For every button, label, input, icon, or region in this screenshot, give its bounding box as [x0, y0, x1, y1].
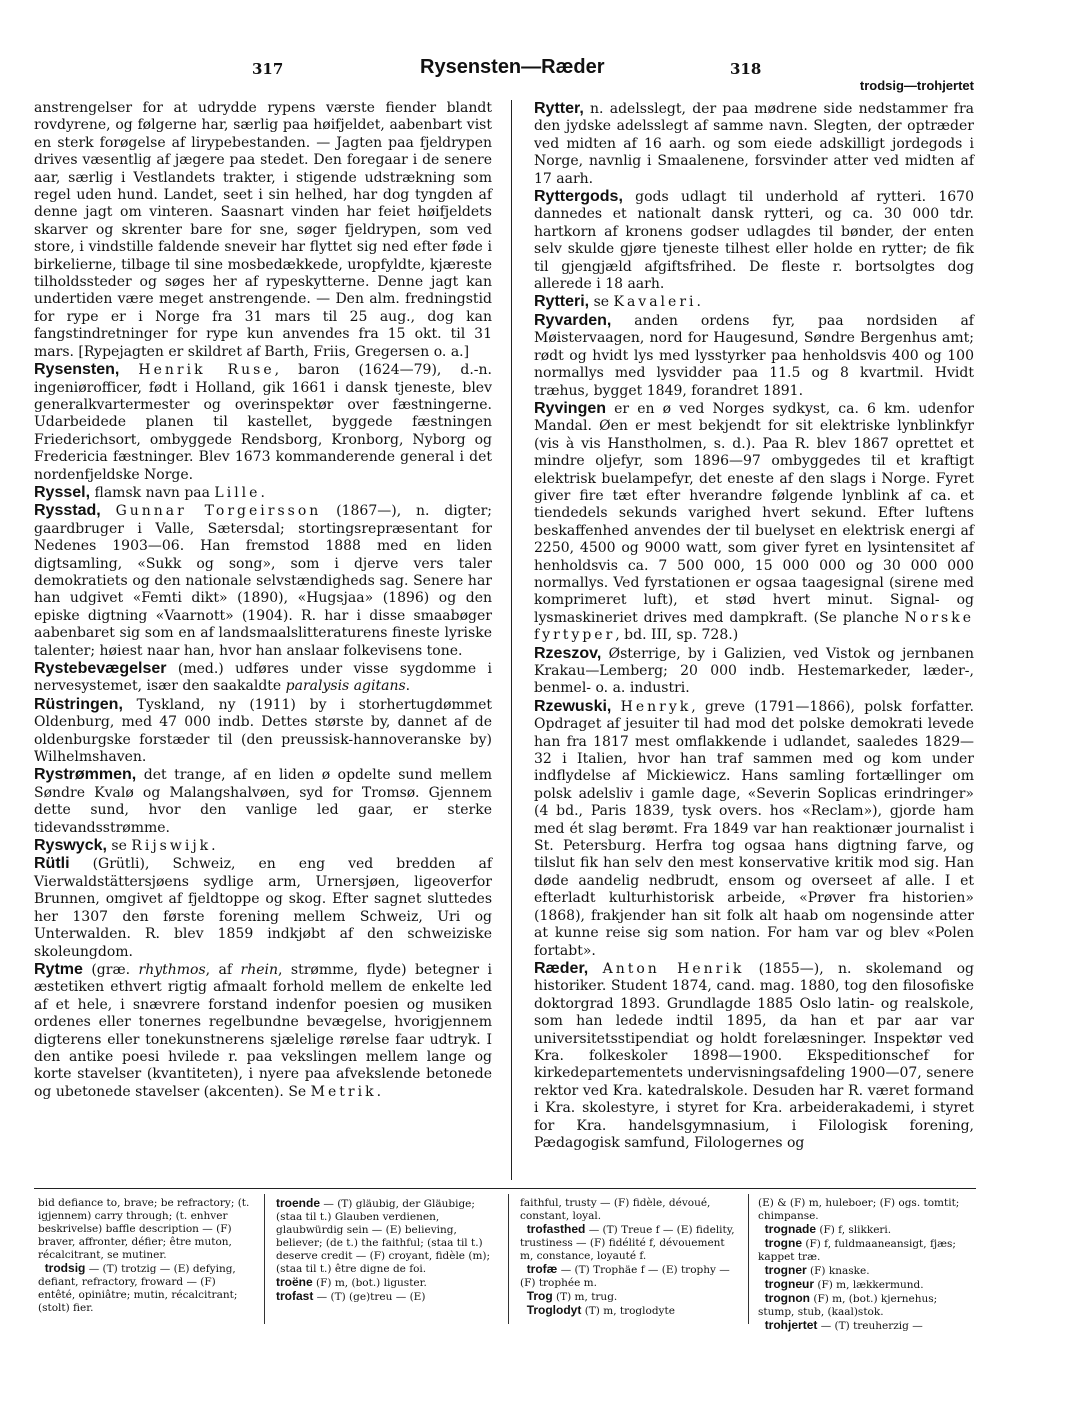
glossary-entry: faithful, trusty — (F) fidèle, dévoué, constant, loyal. [520, 1197, 711, 1222]
entry-rysstad: Rysstad, Gunnar Torgeirsson (1867—), n. digter; gaardbruger i Valle, Sætersdal; stortingsrepræsentant for Nedenes 1903—06. Han fremstod 1888 med en liden digtsamling, «Sukk og song», som i djerve vers taler demokratiets og den nationale selvstændigheds sag. Senere har han udgivet «Femti dikt» (1890), «Hugsjaa» (1896) og den episke digtning «Vaarnott» (1904). R. har i disse smaabøger aabenbaret sig som en af landsmaalslitteraturens fineste lyriske talenter; høiest naar han, hvor han anslaar folkevisens tone. [34, 502, 493, 659]
glossary-column-2 [276, 1197, 494, 1304]
entry-ryssel: Ryssel, flamsk navn paa Lille. [34, 483, 265, 501]
entry-ryswyck: Ryswyck, se Rijswijk. [34, 837, 216, 855]
glossary-entry: (E) & (F) m, huleboer; (F) ogs. tomtit; chimpanse. [758, 1197, 960, 1222]
glossary-entry: Trog (T) m, trug. [526, 1289, 618, 1303]
glossary-entry: trohjertet — (T) treuherzig — [764, 1318, 923, 1332]
glossary-column-1 [38, 1197, 253, 1315]
glossary-entry: trofæ — (T) Trophäe f — (E) trophy — (F) trophée m. [520, 1262, 730, 1289]
entry-rytter: Rytter, n. adelsslegt, der paa mødrene side nedstammer fra den jydske adelsslegt af samme navn. Slegten, der optræder ved midten af 16 aarh. og som eiede adskilligt jordegods i Norge, navnlig i Smaalenene, forsvinder atter ved midten af 17 aarh. [534, 100, 974, 187]
glossary-entry: trodsig — (T) trotzig — (E) defying, defiant, refractory, froward — (F) entêté, opiniâtre; mutin, récalcitrant; (stolt) fier. [38, 1261, 238, 1314]
page-header [0, 56, 1080, 100]
glossary-entry: trofast — (T) (ge)treu — (E) [276, 1289, 426, 1303]
entry-rustringen: Rüstringen, Tyskland, ny (1911) by i storhertugdømmet Oldenburg, med 47 000 indb. Dettes største by, dannet af de oldenburgske forstæder til (den preussisk-hannoveranske by) Wilhelmshaven. [34, 695, 492, 766]
glossary-entry: trognon (F) m, (bot.) kjernehus; stump, stub, (kaal)stok. [758, 1291, 938, 1318]
glossary-entry: trognade (F) f, slikkeri. [764, 1222, 892, 1236]
glossary-entry: trogne (F) f, fuldmaaneansigt, fjæs; kappet træ. [758, 1236, 956, 1263]
right-column [534, 100, 974, 1152]
left-column [34, 100, 492, 1101]
footer-rule [34, 1188, 976, 1189]
glossary-entry: trogneur (F) m, lækkermund. [764, 1277, 924, 1291]
glossary-entry: troëne (F) m, (bot.) liguster. [276, 1275, 427, 1289]
glossary-entry: trogner (F) knaske. [764, 1263, 870, 1277]
glossary-entry: troende — (T) gläubig, der Gläubige; (staa til t.) Glauben verdienen, glaubwürdig sein — (E) believing, believer; (de t.) the faithful; (staa til t.) deserve credit — (F) croyant, fidèle (m); (staa til t.) être digne de foi. [276, 1196, 491, 1275]
glossary-entry: bid defiance to, brave; be refractory; (t. igjennem) carry through; (t. enhver beskrivelse) baffle description — (F) braver, affronter, défier; être muton, récalcitrant, se mutiner. [38, 1197, 250, 1261]
entry-ryttergods: Ryttergods, gods udlagt til underhold af rytteri. 1670 dannedes et nationalt dansk rytteri, og ca. 30 000 tdr. hartkorn af kronens godser udlagdes til bønder, der enten selv skulde gjøre tjeneste tilhest eller holde en rytter; de fik til gjengjæld afgiftsfrihed. De fleste r. bortsolgtes dog allerede i 18 aarh. [534, 188, 974, 293]
entry-ryvingen: Ryvingen er en ø ved Norges sydkyst, ca. 6 km. udenfor Mandal. Øen er mest bekjendt for sit elektriske lynblinkfyr (vis à vis Hanstholmen, s. d.). Paa R. blev 1867 oprettet et mindre oljefyr, som 1896—97 ombyggedes til et kraftigt elektrisk buelampefyr, det eneste af den slags i Norge. Fyret giver fire tæt efter hverandre følgende lynblink af ca. et tiendedels sekunds varighed hvert sekund. Efter luftens beskaffenhed anvendes der til buelyset en elektrisk energi af 2250, 4500 og 9000 watt, som giver fyret en lysintensitet af henholdsvis ca. 7 500 000, 15 000 000 og 30 000 000 normallys. Ved fyrstationen er ogsaa taagesignal (sirene med komprimeret luft), et stød hvert minut. Signal- og lysmaskineriet drives med dampkraft. (Se planche Norske fyrtyper, bd. III, sp. 728.) [534, 399, 974, 644]
column-divider [511, 100, 512, 1180]
page-number-right: 318 [730, 60, 762, 78]
entry-rype-continued: anstrengelser for at udrydde rypens værste fiender blandt rovdyrene, og følgerne har, særlig paa høifjeldet, aabenbart vist en sterk forøgelse af lirypebestanden. — Jagten paa fjeldrypen drives væsentlig af jægere paa stedet. Den foregaar i de senere aar, særlig i Vestlandets trakter, i stigende udstrækning som regel uden hund. Landet, seet i sin helhed, har dog tyngden af denne jagt om vinteren. Saasnart vinden har feiet høifjeldets skarver og skrenter bare for sne, søger fjeldrypen, som ved store, i vindstille faldende sneveir har flyttet sig ned efter føde i birkelierne, tilbage til sine mosbedækkede, uropfyldte, kjæreste tilholdssteder og søges her af rypeskytterne. Denne jagt kan undertiden være meget anstrengende. — Den alm. fredningstid for rype er i Norge fra 31 mars til 25 aug., dog kan fangstindretninger for rype kun anvendes fra 15 okt. til 31 mars. [Rypejagten er skildret af Barth, Friis, Gregersen o. a.] [34, 100, 492, 360]
page-number-left: 317 [252, 60, 284, 78]
footer-divider [748, 1194, 749, 1324]
glossary-column-3 [520, 1197, 738, 1318]
entry-ryvarden: Ryvarden, anden ordens fyr, paa nordsiden af Møistervaagen, nord for Haugesund, Søndre Bergenhus amt; rødt og hvidt lys med lysstyrker paa henholdsvis 400 og 100 normallys med lysvidder paa 11.5 og 8 kvartmil. Hvidt træhus, bygget 1849, forandret 1891. [534, 311, 974, 399]
entry-rystrommen: Rystrømmen, det trange, af en liden ø opdelte sund mellem Søndre Kvalø og Malangshalvøen, syd for Tromsø. Gjennem dette sund, hvor den vanlige led gaar, er sterke tidevandsstrømme. [34, 766, 492, 836]
entry-rzewuski: Rzewuski, Henryk, greve (1791—1866), polsk forfatter. Opdraget af jesuiter til had mod det polske demokrati levede han fra 1817 mest omflakkende i udlandet, saaledes 1829—32 i Italien, hvor han traf sammen med og kom under indflydelse af Mickiewicz. Hans samling fortællinger om polsk adelsliv i gamle dage, «Severin Soplicas erindringer» (4 bd., Paris 1839, tysk overs. hos «Reclam»), gjorde ham med ét slag berømt. Fra 1849 var han reaktionær journalist i St. Petersburg. Herfra tog ogsaa hans digtning farve, og tilslut fik han selv den mest konservative kritik mod sig. Han døde aandelig nedbrudt, ensom og overseet af alle. I et efterladt kulturhistorisk arbeide, «Prøver fra historien» (1868), frakjender han sit folk alt haab om nogensinde atter at kunne reise sig som nation. For ham var og blev «Polen fortabt». [534, 697, 974, 959]
glossary-range: trodsig—trohjertet [859, 78, 974, 93]
entry-raeder: Ræder, Anton Henrik (1855—), n. skolemand og historiker. Student 1874, cand. mag. 1880, tog den filosofiske doktorgrad 1893. Grundlagde 1885 Oslo latin- og realskole, som han ledede indtil 1895, da han et par aar var universitetsstipendiat og holdt forelæsninger. Inspektør ved Kra. folkeskoler 1898—1900. Ekspeditionschef for kirkedepartementets undervisningsafdeling 1900—07, senere rektor ved Kra. katedralskole. Desuden har R. været formand i Kra. skolestyre, i styret for Kra. arbeiderakademi, i styret for Kra. handelsgymnasium, i Filologisk forening, Pædagogisk samfund, Filologernes og [534, 959, 975, 1151]
entry-rysensten: Rysensten, Henrik Ruse, baron (1624—79), d.-n. ingeniørofficer, født i Holland, gik 1661 i dansk tjeneste, blev generalkvartermester og overinspektør over fæstningerne. Udarbeidede planen til kastellet, byggede fæstningen Friederichsort, ombyggede Rendsborg, Kronborg, Nyborg og Fredericia fæstninger. Blev 1673 kommanderende general i det nordenfjeldske Norge. [34, 361, 492, 483]
entry-rystebevaegelser: Rystebevægelser (med.) udføres under visse sygdomme i nervesystemet, især den saakaldte paralysis agitans. [34, 660, 492, 695]
page-title: Rysensten—Ræder [420, 56, 605, 78]
glossary-entry: Troglodyt (T) m, troglodyte [526, 1303, 675, 1317]
entry-rzeszov: Rzeszov, Østerrige, by i Galizien, ved Vistok og jernbanen Krakau—Lemberg; 20 000 indb. Hestemarkeder, læder-, benmel- o. a. industri. [534, 644, 974, 697]
entry-rytteri: Rytteri, se Kavaleri. [534, 293, 701, 311]
entry-rytme: Rytme (græ. rhythmos, af rhein, strømme, flyde) betegner i æstetiken ethvert rigtig afmaalt forhold mellem de enkelte led af et hele, i snævrere forstand indenfor poesien og musiken ordenes eller tonernes regelbundne bevægelse, hvorigjennem digterens eller tonekunstnerens sjælelige rørelse faar udtryk. I den antike poesi hvilede r. paa vekslingen mellem lange og korte stavelser (kvantiteten), i nyere paa afvekslende betonede og ubetonede stavelser (akcenten). Se Metrik. [34, 960, 492, 1100]
footer-divider [264, 1194, 265, 1324]
footer-divider [508, 1194, 509, 1324]
glossary-entry: trofasthed — (T) Treue f — (E) fidelity, trustiness — (F) fidélité f, dévouement m, constance, loyauté f. [520, 1222, 735, 1262]
glossary-column-4 [758, 1197, 976, 1333]
entry-rutli: Rütli (Grütli), Schweiz, en eng ved bredden af Vierwaldstättersjøens sydlige arm, Urnersjøen, ligeoverfor Brunnen, omgivet af fjeldtoppe og skog. Efter sagnet sluttedes her 1307 den første forening mellem Schweiz, Uri og Unterwalden. R. blev 1859 indkjøbt af den schweiziske skoleungdom. [34, 855, 492, 960]
